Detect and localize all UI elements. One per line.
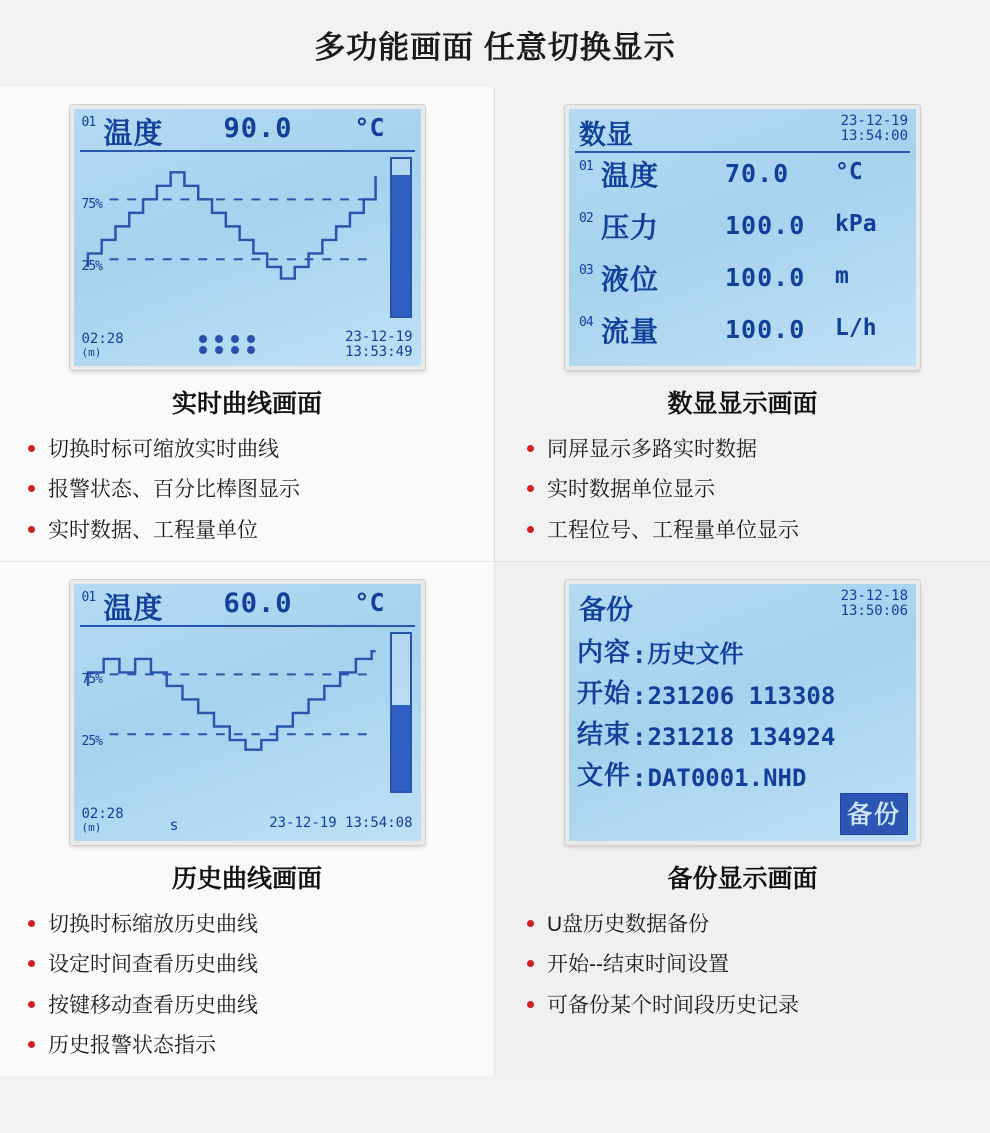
tag-unit: °C [354, 113, 385, 142]
percent-bargraph [390, 157, 412, 318]
panel-numeric-display [495, 87, 990, 562]
list-item: 开始--结束时间设置 [525, 945, 990, 985]
feature-list [0, 430, 494, 551]
channel-value: 100.0 [725, 263, 806, 292]
list-item[interactable] [577, 207, 908, 259]
time-text: 13:50:06 [840, 603, 908, 620]
history-curve-plot [80, 628, 415, 797]
field-value: DAT0001.NHD [647, 764, 807, 793]
channel-name: 压力 [601, 211, 660, 244]
date-text: 23-12-19 [840, 113, 908, 129]
datetime [345, 330, 412, 360]
field-separator: : [632, 723, 647, 752]
list-item[interactable] [577, 311, 908, 363]
feature-list [0, 905, 494, 1066]
field-value: 231218 134924 [647, 723, 836, 752]
feature-list [495, 905, 990, 1026]
list-item[interactable] [577, 155, 908, 207]
time-text: 13:53:49 [345, 344, 413, 360]
tag-value: 90.0 [223, 113, 293, 144]
panel-realtime-curve [0, 87, 495, 562]
field-value: 历史文件 [647, 640, 744, 669]
tag-index: 01 [81, 590, 96, 606]
curve-header [74, 588, 421, 626]
list-item: 实时数据单位显示 [525, 470, 990, 510]
list-item: 切换时标可缩放实时曲线 [26, 430, 494, 470]
time-scale [82, 332, 124, 360]
cursor-mark: s [169, 816, 179, 835]
field-separator: : [632, 641, 647, 670]
list-item: 设定时间查看历史曲线 [26, 945, 494, 985]
panel-caption: 实时曲线画面 [171, 390, 322, 418]
time-text: 13:54:00 [840, 128, 908, 144]
field-label: 开始 [577, 679, 632, 710]
time-scale-unit: (m) [81, 821, 102, 835]
lcd-screen-backup[interactable] [565, 580, 920, 845]
channel-index: 02 [579, 211, 593, 226]
field-value: 231206 113308 [647, 682, 836, 711]
header-divider [80, 150, 415, 152]
channel-unit: °C [835, 159, 863, 185]
y-label-25: 25% [81, 734, 102, 750]
datetime: 23-12-19 13:54:08 [269, 815, 413, 832]
channel-name: 温度 [601, 159, 660, 192]
list-item: 按键移动查看历史曲线 [26, 986, 494, 1026]
tag-index: 01 [81, 115, 96, 130]
percent-bargraph [390, 632, 412, 793]
backup-fields [577, 628, 908, 792]
channel-index: 03 [579, 263, 593, 278]
realtime-curve-plot [80, 153, 415, 322]
panel-caption: 历史曲线画面 [171, 865, 322, 894]
list-item[interactable] [577, 259, 908, 311]
date-text: 23-12-18 [840, 588, 908, 605]
panel-caption: 备份显示画面 [667, 865, 818, 894]
list-item[interactable] [577, 751, 908, 792]
time-scale-unit: (m) [81, 346, 102, 359]
channel-index: 01 [579, 159, 593, 174]
channel-name: 液位 [601, 263, 660, 296]
curve-header [74, 113, 421, 150]
field-separator: : [632, 764, 647, 793]
field-label: 内容 [577, 638, 632, 669]
feature-list [495, 430, 990, 551]
page-title: 多功能画面 任意切换显示 [0, 0, 990, 87]
list-item: 实时数据、工程量单位 [26, 511, 494, 551]
tag-name: 温度 [103, 591, 164, 626]
time-scale-value: 02:28 [81, 806, 124, 823]
datetime [841, 589, 908, 619]
channel-name: 流量 [601, 315, 660, 348]
channel-index: 04 [579, 315, 593, 330]
time-scale [82, 807, 124, 835]
header-divider [575, 151, 910, 153]
y-label-75: 75% [81, 197, 102, 212]
tag-unit: °C [354, 588, 385, 618]
screen-title: 备份 [579, 595, 633, 627]
field-label: 结束 [577, 720, 632, 751]
channel-value: 70.0 [725, 159, 790, 188]
channel-unit: L/h [835, 315, 877, 341]
list-item[interactable] [577, 669, 908, 710]
tag-value: 60.0 [223, 588, 293, 620]
backup-button[interactable]: 备份 [840, 793, 908, 835]
channel-list [577, 155, 908, 360]
lcd-screen-history-curve[interactable] [70, 580, 425, 845]
list-item: 同屏显示多路实时数据 [525, 430, 990, 470]
field-label: 文件 [577, 761, 632, 792]
list-item: 切换时标缩放历史曲线 [26, 905, 494, 945]
header-divider [80, 625, 415, 627]
channel-unit: kPa [835, 211, 877, 237]
list-item: U盘历史数据备份 [525, 905, 990, 945]
channel-unit: m [835, 263, 849, 289]
panel-caption: 数显显示画面 [667, 390, 818, 418]
panel-grid [0, 87, 990, 1076]
channel-value: 100.0 [725, 315, 806, 344]
list-item: 报警状态、百分比棒图显示 [26, 470, 494, 510]
panel-history-curve [0, 562, 495, 1076]
y-label-75: 75% [81, 672, 102, 688]
alarm-status-dots [199, 335, 263, 357]
time-scale-value: 02:28 [81, 331, 124, 347]
list-item: 工程位号、工程量单位显示 [525, 511, 990, 551]
channel-value: 100.0 [725, 211, 806, 240]
screen-title: 数显 [579, 120, 633, 151]
list-item: 历史报警状态指示 [26, 1026, 494, 1066]
lcd-screen-numeric-display[interactable] [565, 105, 920, 370]
datetime [841, 114, 908, 144]
date-text: 23-12-19 [345, 329, 413, 345]
field-separator: : [632, 682, 647, 711]
list-item[interactable] [577, 710, 908, 751]
y-label-25: 25% [81, 259, 102, 274]
tag-name: 温度 [103, 116, 164, 150]
list-item[interactable] [577, 628, 908, 669]
panel-backup [495, 562, 990, 1076]
list-item: 可备份某个时间段历史记录 [525, 986, 990, 1026]
lcd-screen-realtime-curve[interactable] [70, 105, 425, 370]
